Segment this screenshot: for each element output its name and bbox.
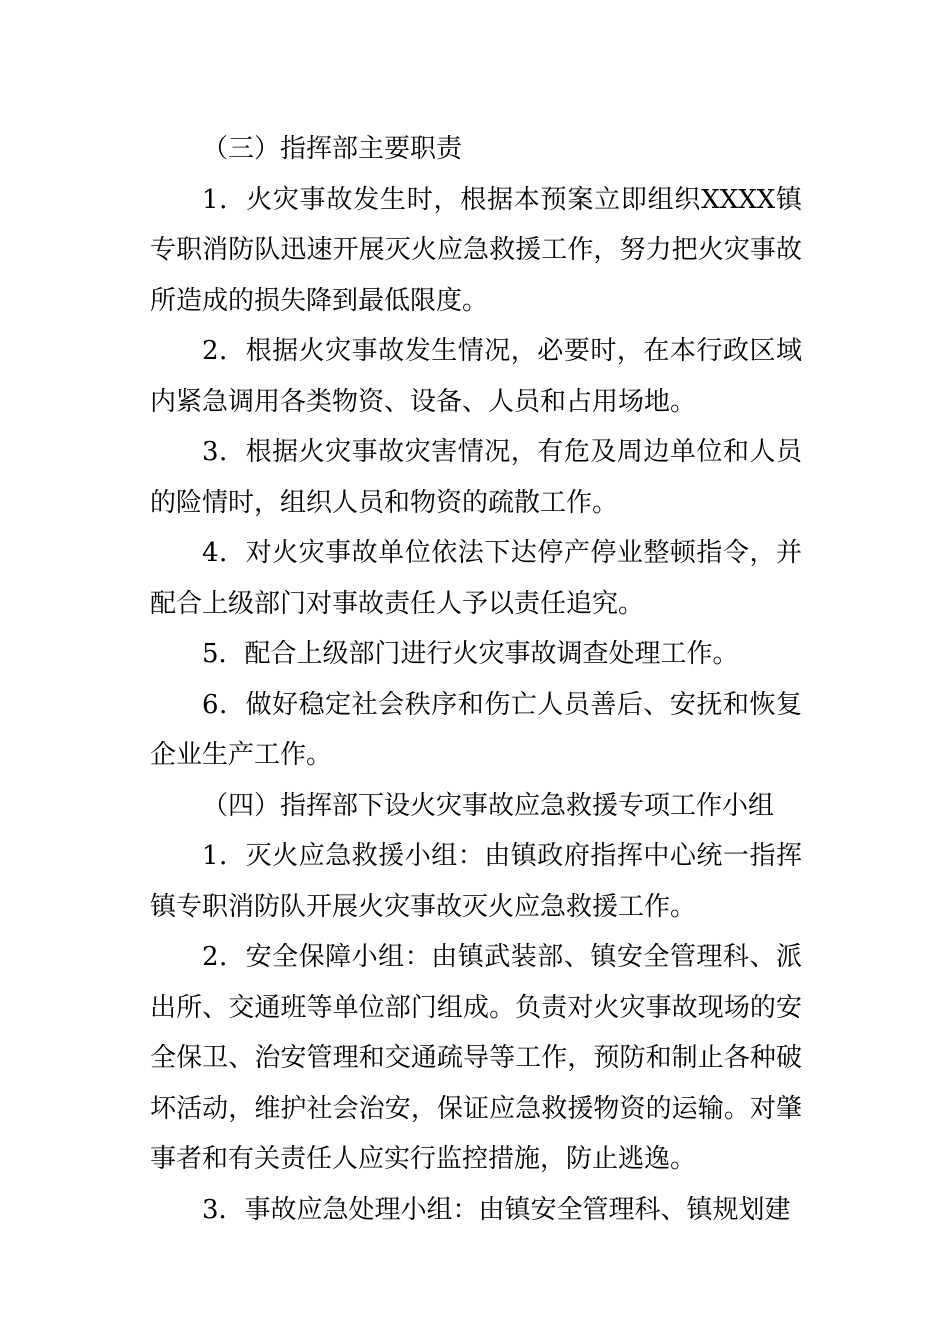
section4-item-3: 3．事故应急处理小组：由镇安全管理科、镇规划建 — [202, 1194, 791, 1225]
section3-item-6: 6．做好稳定社会秩序和伤亡人员善后、安抚和恢复企业生产工作。 — [150, 689, 802, 770]
section3-item-2: 2．根据火灾事故发生情况，必要时，在本行政区域内紧急调用各类物资、设备、人员和占用场地。 — [150, 336, 802, 417]
section4-item-1: 1．灭火应急救援小组：由镇政府指挥中心统一指挥镇专职消防队开展火灾事故灭火应急救援工作。 — [150, 841, 802, 922]
section4-heading: （四）指挥部下设火灾事故应急救援专项工作小组 — [202, 790, 775, 821]
section4-item-2: 2．安全保障小组：由镇武装部、镇安全管理科、派出所、交通班等单位部门组成。负责对火灾事故现场的安全保卫、治安管理和交通疏导等工作，预防和制止各种破坏活动，维护社会治安，保证应急救援物资的运输。对肇事者和有关责任人应实行监控措施，防止逃逸。 — [150, 942, 802, 1174]
document-page — [150, 124, 802, 1235]
section3-heading: （三）指挥部主要职责 — [202, 134, 463, 164]
section3-item-4: 4．对火灾事故单位依法下达停产停业整顿指令，并配合上级部门对事故责任人予以责任追究。 — [150, 538, 802, 619]
section3-item-3: 3．根据火灾事故灾害情况，有危及周边单位和人员的险情时，组织人员和物资的疏散工作。 — [150, 437, 802, 518]
section3-item-5: 5．配合上级部门进行火灾事故调查处理工作。 — [202, 639, 739, 669]
section3-item-1: 1．火灾事故发生时，根据本预案立即组织XXXX镇专职消防队迅速开展灭火应急救援工作，努力把火灾事故所造成的损失降到最低限度。 — [150, 184, 802, 316]
